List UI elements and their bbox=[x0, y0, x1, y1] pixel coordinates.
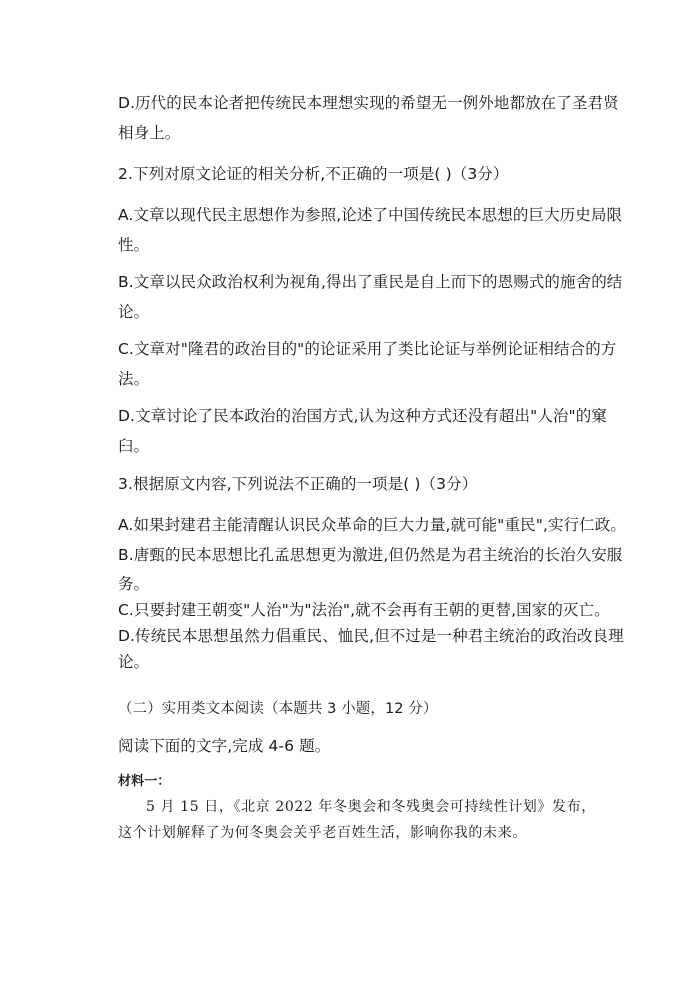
option-c-q3: C.只要封建王朝变"人治"为"法治",就不会再有王朝的更替,国家的灭亡。 bbox=[118, 601, 610, 619]
option-d-q2-line2: 臼。 bbox=[118, 437, 150, 455]
option-a-q2-line1: A.文章以现代民主思想作为参照,论述了中国传统民本思想的巨大历史局限 bbox=[118, 206, 623, 224]
option-a-q3: A.如果封建君主能清醒认识民众革命的巨大力量,就可能"重民",实行仁政。 bbox=[118, 516, 626, 534]
option-c-q2-line1: C.文章对"隆君的政治目的"的论证采用了类比论证与举例论证相结合的方 bbox=[118, 340, 617, 358]
option-b-q2-line1: B.文章以民众政治权利为视角,得出了重民是自上而下的恩赐式的施舍的结 bbox=[118, 273, 623, 291]
question-3-stem: 3.根据原文内容,下列说法不正确的一项是( )（3分） bbox=[118, 475, 478, 493]
option-a-q2-line2: 性。 bbox=[118, 236, 150, 254]
option-d-q3-line2: 论。 bbox=[118, 653, 150, 671]
option-d-q2-line1: D.文章讨论了民本政治的治国方式,认为这种方式还没有超出"人治"的窠 bbox=[118, 407, 607, 425]
option-b-q3-line2: 务。 bbox=[118, 575, 150, 593]
material-one-label: 材料一： bbox=[118, 774, 171, 789]
material-one-para-line2: 这个计划解释了为何冬奥会关乎老百姓生活，影响你我的未来。 bbox=[118, 825, 527, 841]
option-b-q2-line2: 论。 bbox=[118, 303, 150, 321]
reading-instruction: 阅读下面的文字,完成 4-6 题。 bbox=[118, 737, 331, 755]
option-b-q3-line1: B.唐甄的民本思想比孔孟思想更为激进,但仍然是为君主统治的长治久安服 bbox=[118, 546, 623, 564]
material-one-para-line1: 5 月 15 日，《北京 2022 年冬奥会和冬残奥会可持续性计划》发布， bbox=[146, 799, 596, 815]
question-2-stem: 2.下列对原文论证的相关分析,不正确的一项是( )（3分） bbox=[118, 165, 509, 183]
option-d-q1-line1: D.历代的民本论者把传统民本理想实现的希望无一例外地都放在了圣君贤 bbox=[118, 94, 619, 112]
option-c-q2-line2: 法。 bbox=[118, 370, 150, 388]
option-d-q3-line1: D.传统民本思想虽然力倡重民、恤民,但不过是一种君主统治的政治改良理 bbox=[118, 627, 624, 645]
section-heading: （二）实用类文本阅读（本题共 3 小题，12 分） bbox=[118, 701, 438, 717]
option-d-q1-line2: 相身上。 bbox=[118, 124, 181, 142]
